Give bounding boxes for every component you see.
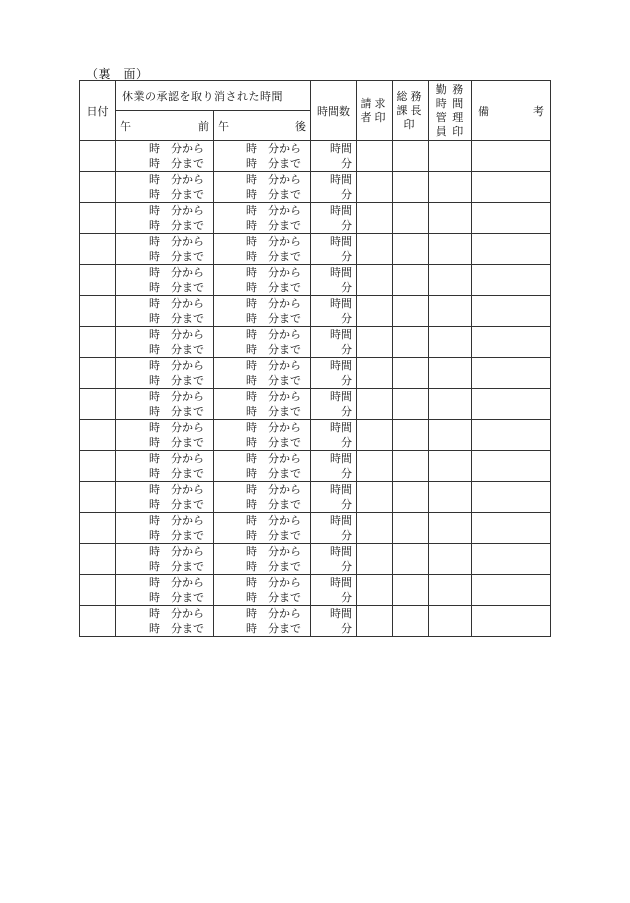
am-time-cell[interactable] — [116, 606, 214, 637]
attendance-seal-cell[interactable] — [429, 203, 472, 234]
header-pm-right: 後 — [295, 119, 306, 133]
general-affairs-seal-cell[interactable] — [393, 451, 429, 482]
date-cell[interactable] — [80, 265, 116, 296]
hours-cell[interactable] — [311, 513, 357, 544]
minutes-unit-text: 分 — [341, 467, 352, 480]
table-row — [80, 172, 551, 203]
pm-time-cell[interactable] — [214, 141, 311, 172]
hours-cell[interactable] — [311, 389, 357, 420]
general-affairs-seal-cell[interactable] — [393, 327, 429, 358]
pm-to-text: 時 分まで — [246, 157, 301, 170]
general-affairs-seal-cell[interactable] — [393, 358, 429, 389]
hours-unit-text: 時間 — [330, 328, 352, 341]
attendance-seal-cell[interactable] — [429, 234, 472, 265]
table-row — [80, 141, 551, 172]
pm-from-text: 時 分から — [246, 297, 301, 310]
am-to-text: 時 分まで — [149, 219, 204, 232]
hours-unit-text: 時間 — [330, 421, 352, 434]
date-cell[interactable] — [80, 327, 116, 358]
date-cell[interactable] — [80, 172, 116, 203]
header-remarks-right: 考 — [533, 104, 544, 118]
am-to-text: 時 分まで — [149, 188, 204, 201]
header-am-right: 前 — [198, 119, 209, 133]
am-from-text: 時 分から — [149, 204, 204, 217]
general-affairs-seal-cell[interactable] — [393, 544, 429, 575]
am-time-cell[interactable] — [116, 203, 214, 234]
attendance-seal-cell[interactable] — [429, 544, 472, 575]
date-cell[interactable] — [80, 389, 116, 420]
attendance-seal-cell[interactable] — [429, 451, 472, 482]
requester-seal-cell[interactable] — [357, 389, 393, 420]
header-general-affairs-line1: 総務 — [396, 89, 425, 103]
general-affairs-seal-cell[interactable] — [393, 420, 429, 451]
hours-cell[interactable] — [311, 544, 357, 575]
date-cell[interactable] — [80, 203, 116, 234]
pm-to-text: 時 分まで — [246, 560, 301, 573]
pm-time-cell[interactable] — [214, 420, 311, 451]
am-time-cell[interactable] — [116, 172, 214, 203]
am-from-text: 時 分から — [149, 607, 204, 620]
hours-cell[interactable] — [311, 575, 357, 606]
header-attendance-line1: 勤 務 — [435, 82, 465, 96]
am-from-text: 時 分から — [149, 576, 204, 589]
header-pm — [214, 111, 311, 141]
am-from-text: 時 分から — [149, 514, 204, 527]
hours-cell[interactable] — [311, 606, 357, 637]
minutes-unit-text: 分 — [341, 405, 352, 418]
am-to-text: 時 分まで — [149, 250, 204, 263]
attendance-seal-cell[interactable] — [429, 513, 472, 544]
header-requester-line1: 請求 — [360, 96, 389, 110]
pm-from-text: 時 分から — [246, 235, 301, 248]
am-to-text: 時 分まで — [149, 591, 204, 604]
pm-to-text: 時 分まで — [246, 343, 301, 356]
general-affairs-seal-cell[interactable] — [393, 234, 429, 265]
minutes-unit-text: 分 — [341, 219, 352, 232]
general-affairs-seal-cell[interactable] — [393, 606, 429, 637]
remarks-cell[interactable] — [472, 172, 551, 203]
pm-from-text: 時 分から — [246, 142, 301, 155]
hours-cell[interactable] — [311, 234, 357, 265]
minutes-unit-text: 分 — [341, 591, 352, 604]
remarks-cell[interactable] — [472, 358, 551, 389]
am-from-text: 時 分から — [149, 173, 204, 186]
general-affairs-seal-cell[interactable] — [393, 203, 429, 234]
am-time-cell[interactable] — [116, 234, 214, 265]
minutes-unit-text: 分 — [341, 312, 352, 325]
header-hours: 時間数 — [311, 81, 357, 141]
pm-from-text: 時 分から — [246, 421, 301, 434]
pm-to-text: 時 分まで — [246, 529, 301, 542]
am-from-text: 時 分から — [149, 452, 204, 465]
pm-time-cell[interactable] — [214, 544, 311, 575]
am-from-text: 時 分から — [149, 142, 204, 155]
attendance-seal-cell[interactable] — [429, 389, 472, 420]
remarks-cell[interactable] — [472, 296, 551, 327]
am-time-cell[interactable] — [116, 544, 214, 575]
table-row — [80, 451, 551, 482]
am-time-cell[interactable] — [116, 513, 214, 544]
am-to-text: 時 分まで — [149, 622, 204, 635]
pm-time-cell[interactable] — [214, 296, 311, 327]
attendance-seal-cell[interactable] — [429, 296, 472, 327]
remarks-cell[interactable] — [472, 482, 551, 513]
hours-cell[interactable] — [311, 420, 357, 451]
page-side-label: （裏 面） — [86, 67, 149, 81]
am-from-text: 時 分から — [149, 359, 204, 372]
pm-time-cell[interactable] — [214, 451, 311, 482]
pm-to-text: 時 分まで — [246, 436, 301, 449]
pm-to-text: 時 分まで — [246, 219, 301, 232]
am-to-text: 時 分まで — [149, 436, 204, 449]
am-to-text: 時 分まで — [149, 281, 204, 294]
date-cell[interactable] — [80, 141, 116, 172]
hours-cell[interactable] — [311, 451, 357, 482]
pm-from-text: 時 分から — [246, 204, 301, 217]
am-to-text: 時 分まで — [149, 374, 204, 387]
attendance-seal-cell[interactable] — [429, 606, 472, 637]
table-row — [80, 358, 551, 389]
general-affairs-seal-cell[interactable] — [393, 482, 429, 513]
attendance-seal-cell[interactable] — [429, 265, 472, 296]
header-general-affairs-line3: 印 — [403, 117, 418, 131]
pm-time-cell[interactable] — [214, 575, 311, 606]
pm-time-cell[interactable] — [214, 389, 311, 420]
header-attendance-line2: 時 間 — [435, 96, 465, 110]
pm-from-text: 時 分から — [246, 173, 301, 186]
hours-unit-text: 時間 — [330, 390, 352, 403]
pm-time-cell[interactable] — [214, 482, 311, 513]
pm-to-text: 時 分まで — [246, 374, 301, 387]
remarks-cell[interactable] — [472, 575, 551, 606]
hours-cell[interactable] — [311, 265, 357, 296]
pm-time-cell[interactable] — [214, 203, 311, 234]
pm-to-text: 時 分まで — [246, 281, 301, 294]
general-affairs-seal-cell[interactable] — [393, 575, 429, 606]
pm-from-text: 時 分から — [246, 266, 301, 279]
am-from-text: 時 分から — [149, 266, 204, 279]
minutes-unit-text: 分 — [341, 436, 352, 449]
table-row — [80, 544, 551, 575]
requester-seal-cell[interactable] — [357, 327, 393, 358]
table-row — [80, 606, 551, 637]
table-row — [80, 234, 551, 265]
hours-unit-text: 時間 — [330, 266, 352, 279]
table-row — [80, 575, 551, 606]
requester-seal-cell[interactable] — [357, 513, 393, 544]
requester-seal-cell[interactable] — [357, 575, 393, 606]
requester-seal-cell[interactable] — [357, 358, 393, 389]
hours-cell[interactable] — [311, 203, 357, 234]
date-cell[interactable] — [80, 544, 116, 575]
am-time-cell[interactable] — [116, 327, 214, 358]
date-cell[interactable] — [80, 451, 116, 482]
hours-unit-text: 時間 — [330, 204, 352, 217]
remarks-cell[interactable] — [472, 234, 551, 265]
table-row — [80, 389, 551, 420]
pm-to-text: 時 分まで — [246, 467, 301, 480]
hours-cell[interactable] — [311, 482, 357, 513]
hours-cell[interactable] — [311, 172, 357, 203]
general-affairs-seal-cell[interactable] — [393, 296, 429, 327]
header-attendance-seal — [429, 81, 472, 141]
table-row — [80, 203, 551, 234]
hours-unit-text: 時間 — [330, 173, 352, 186]
minutes-unit-text: 分 — [341, 188, 352, 201]
date-cell[interactable] — [80, 296, 116, 327]
date-cell[interactable] — [80, 575, 116, 606]
am-time-cell[interactable] — [116, 358, 214, 389]
requester-seal-cell[interactable] — [357, 203, 393, 234]
minutes-unit-text: 分 — [341, 281, 352, 294]
header-cancelled-time-title: 休業の承認を取り消された時間 — [116, 81, 311, 111]
am-from-text: 時 分から — [149, 235, 204, 248]
attendance-seal-cell[interactable] — [429, 420, 472, 451]
general-affairs-seal-cell[interactable] — [393, 265, 429, 296]
am-time-cell[interactable] — [116, 141, 214, 172]
requester-seal-cell[interactable] — [357, 296, 393, 327]
attendance-seal-cell[interactable] — [429, 482, 472, 513]
header-requester-seal — [357, 81, 393, 141]
attendance-seal-cell[interactable] — [429, 141, 472, 172]
remarks-cell[interactable] — [472, 265, 551, 296]
requester-seal-cell[interactable] — [357, 141, 393, 172]
hours-unit-text: 時間 — [330, 297, 352, 310]
table-row — [80, 513, 551, 544]
remarks-cell[interactable] — [472, 141, 551, 172]
hours-unit-text: 時間 — [330, 514, 352, 527]
requester-seal-cell[interactable] — [357, 172, 393, 203]
pm-time-cell[interactable] — [214, 234, 311, 265]
hours-unit-text: 時間 — [330, 576, 352, 589]
header-am — [116, 111, 214, 141]
header-am-left: 午 — [120, 119, 131, 133]
am-to-text: 時 分まで — [149, 529, 204, 542]
pm-from-text: 時 分から — [246, 390, 301, 403]
pm-from-text: 時 分から — [246, 328, 301, 341]
minutes-unit-text: 分 — [341, 250, 352, 263]
table-row — [80, 265, 551, 296]
am-to-text: 時 分まで — [149, 157, 204, 170]
requester-seal-cell[interactable] — [357, 451, 393, 482]
header-general-affairs-seal — [393, 81, 429, 141]
am-time-cell[interactable] — [116, 451, 214, 482]
pm-to-text: 時 分まで — [246, 312, 301, 325]
am-from-text: 時 分から — [149, 328, 204, 341]
minutes-unit-text: 分 — [341, 343, 352, 356]
leave-cancellation-table — [79, 80, 551, 637]
pm-to-text: 時 分まで — [246, 622, 301, 635]
date-cell[interactable] — [80, 358, 116, 389]
am-to-text: 時 分まで — [149, 343, 204, 356]
hours-unit-text: 時間 — [330, 452, 352, 465]
requester-seal-cell[interactable] — [357, 544, 393, 575]
requester-seal-cell[interactable] — [357, 482, 393, 513]
am-time-cell[interactable] — [116, 420, 214, 451]
pm-to-text: 時 分まで — [246, 498, 301, 511]
pm-from-text: 時 分から — [246, 452, 301, 465]
attendance-seal-cell[interactable] — [429, 575, 472, 606]
header-remarks — [472, 81, 551, 141]
attendance-seal-cell[interactable] — [429, 172, 472, 203]
remarks-cell[interactable] — [472, 544, 551, 575]
pm-time-cell[interactable] — [214, 265, 311, 296]
minutes-unit-text: 分 — [341, 374, 352, 387]
requester-seal-cell[interactable] — [357, 234, 393, 265]
remarks-cell[interactable] — [472, 606, 551, 637]
attendance-seal-cell[interactable] — [429, 327, 472, 358]
am-from-text: 時 分から — [149, 483, 204, 496]
header-attendance-line3: 管 理 — [435, 110, 465, 124]
pm-time-cell[interactable] — [214, 513, 311, 544]
pm-time-cell[interactable] — [214, 358, 311, 389]
remarks-cell[interactable] — [472, 389, 551, 420]
pm-to-text: 時 分まで — [246, 405, 301, 418]
date-cell[interactable] — [80, 606, 116, 637]
attendance-seal-cell[interactable] — [429, 358, 472, 389]
general-affairs-seal-cell[interactable] — [393, 513, 429, 544]
hours-unit-text: 時間 — [330, 483, 352, 496]
pm-from-text: 時 分から — [246, 545, 301, 558]
am-time-cell[interactable] — [116, 575, 214, 606]
am-time-cell[interactable] — [116, 265, 214, 296]
minutes-unit-text: 分 — [341, 498, 352, 511]
hours-unit-text: 時間 — [330, 359, 352, 372]
am-from-text: 時 分から — [149, 545, 204, 558]
minutes-unit-text: 分 — [341, 157, 352, 170]
general-affairs-seal-cell[interactable] — [393, 172, 429, 203]
am-to-text: 時 分まで — [149, 405, 204, 418]
hours-cell[interactable] — [311, 296, 357, 327]
date-cell[interactable] — [80, 482, 116, 513]
table-row — [80, 420, 551, 451]
minutes-unit-text: 分 — [341, 560, 352, 573]
hours-unit-text: 時間 — [330, 545, 352, 558]
hours-cell[interactable] — [311, 327, 357, 358]
requester-seal-cell[interactable] — [357, 265, 393, 296]
date-cell[interactable] — [80, 513, 116, 544]
remarks-cell[interactable] — [472, 327, 551, 358]
am-to-text: 時 分まで — [149, 312, 204, 325]
requester-seal-cell[interactable] — [357, 606, 393, 637]
table-row — [80, 327, 551, 358]
remarks-cell[interactable] — [472, 203, 551, 234]
date-cell[interactable] — [80, 234, 116, 265]
pm-from-text: 時 分から — [246, 607, 301, 620]
hours-unit-text: 時間 — [330, 607, 352, 620]
pm-from-text: 時 分から — [246, 514, 301, 527]
am-time-cell[interactable] — [116, 296, 214, 327]
pm-from-text: 時 分から — [246, 483, 301, 496]
am-time-cell[interactable] — [116, 482, 214, 513]
am-to-text: 時 分まで — [149, 467, 204, 480]
table-row — [80, 482, 551, 513]
pm-to-text: 時 分まで — [246, 188, 301, 201]
am-from-text: 時 分から — [149, 421, 204, 434]
am-time-cell[interactable] — [116, 389, 214, 420]
hours-cell[interactable] — [311, 358, 357, 389]
pm-to-text: 時 分まで — [246, 591, 301, 604]
am-from-text: 時 分から — [149, 390, 204, 403]
header-general-affairs-line2: 課長 — [396, 103, 425, 117]
header-pm-left: 午 — [218, 119, 229, 133]
requester-seal-cell[interactable] — [357, 420, 393, 451]
minutes-unit-text: 分 — [341, 622, 352, 635]
header-requester-line2: 者印 — [360, 110, 389, 124]
pm-time-cell[interactable] — [214, 327, 311, 358]
pm-to-text: 時 分まで — [246, 250, 301, 263]
pm-time-cell[interactable] — [214, 172, 311, 203]
remarks-cell[interactable] — [472, 420, 551, 451]
hours-unit-text: 時間 — [330, 142, 352, 155]
minutes-unit-text: 分 — [341, 529, 352, 542]
header-attendance-line4: 員 印 — [435, 124, 465, 138]
general-affairs-seal-cell[interactable] — [393, 141, 429, 172]
hours-cell[interactable] — [311, 141, 357, 172]
am-to-text: 時 分まで — [149, 560, 204, 573]
pm-from-text: 時 分から — [246, 576, 301, 589]
remarks-cell[interactable] — [472, 451, 551, 482]
am-from-text: 時 分から — [149, 297, 204, 310]
date-cell[interactable] — [80, 420, 116, 451]
hours-unit-text: 時間 — [330, 235, 352, 248]
header-remarks-left: 備 — [478, 104, 489, 118]
remarks-cell[interactable] — [472, 513, 551, 544]
am-to-text: 時 分まで — [149, 498, 204, 511]
pm-from-text: 時 分から — [246, 359, 301, 372]
pm-time-cell[interactable] — [214, 606, 311, 637]
header-date: 日付 — [80, 81, 116, 141]
table-row — [80, 296, 551, 327]
general-affairs-seal-cell[interactable] — [393, 389, 429, 420]
